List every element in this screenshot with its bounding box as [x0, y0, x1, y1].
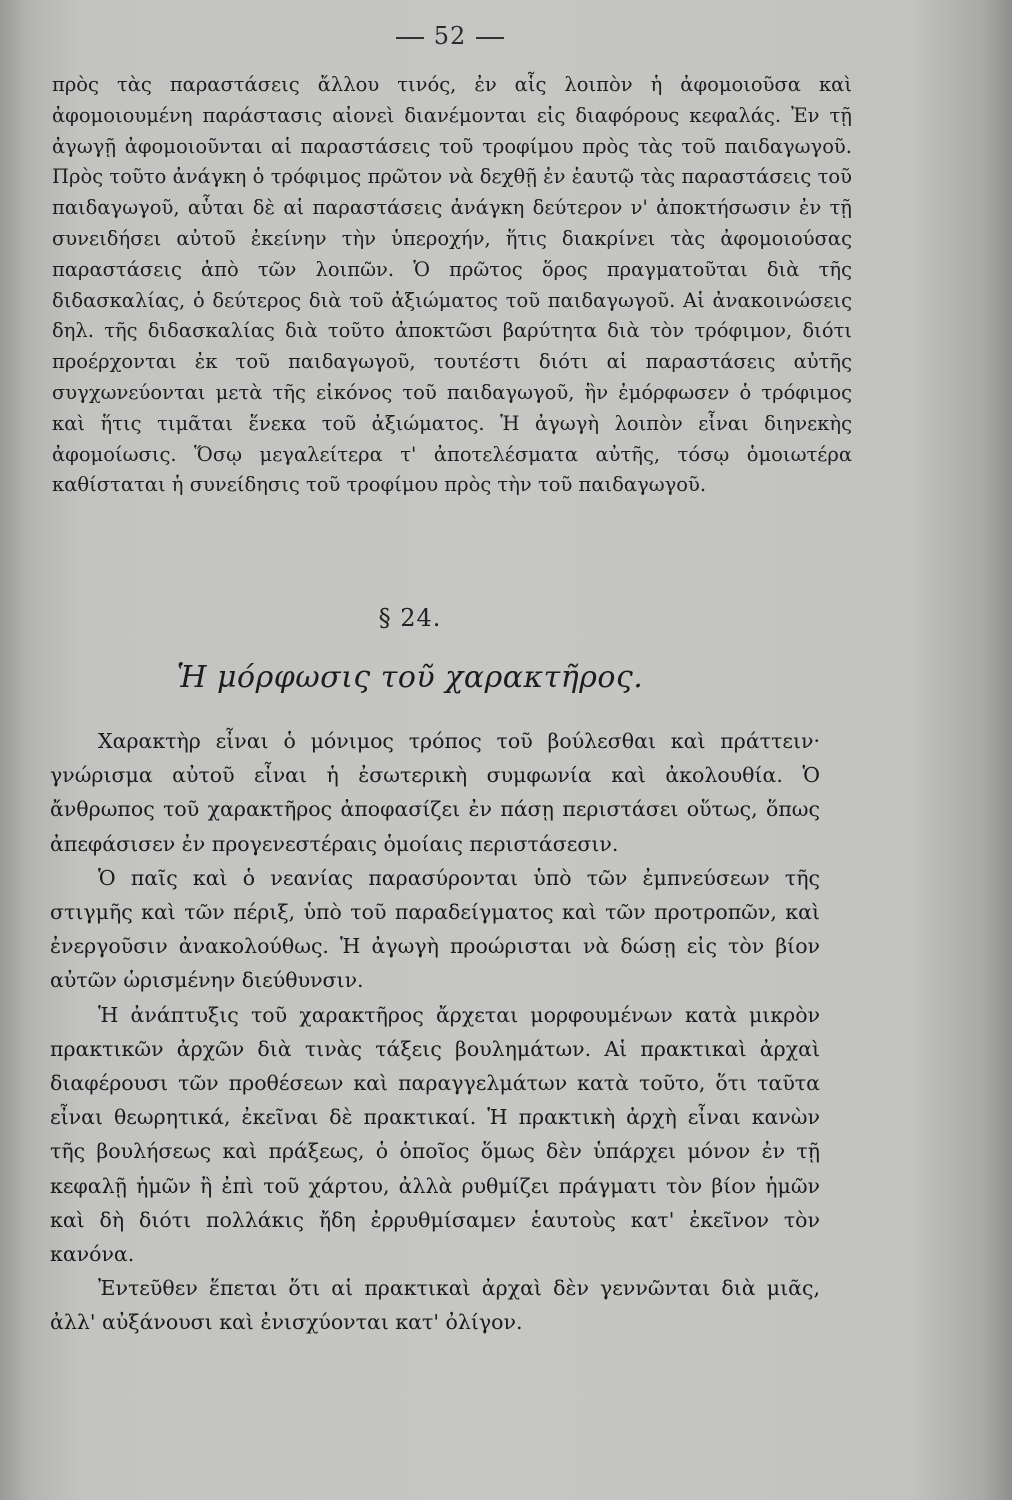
page-number-dash-right [476, 37, 504, 39]
body-paragraph-2: Ὁ παῖς καὶ ὁ νεανίας παρασύρονται ὑπὸ τῶν ἐμπνεύσεων τῆς στιγμῆς καὶ τῶν πέριξ, ὑπὸ τοῦ παραδείγματος καὶ τῶν προτροπῶν, καὶ ἐνεργοῦσιν ἀνακολούθως. Ἡ ἀγωγὴ προώρισται νὰ δώσῃ εἰς τὸν βίον αὐτῶν ὡρισμένην διεύθυνσιν. [50, 865, 820, 993]
body-paragraph-3: Ἡ ἀνάπτυξις τοῦ χαρακτῆρος ἄρχεται μορφουμένων κατὰ μικρὸν πρακτικῶν ἀρχῶν διὰ τινὰς τάξεις βουλημάτων. Αἱ πρακτικαὶ ἀρχαὶ διαφέρουσι τῶν προθέσεων καὶ παραγγελμάτων κατὰ τοῦτο, ὅτι ταῦτα εἶναι θεωρητικά, ἐκεῖναι δὲ πρακτικαί. Ἡ πρακτικὴ ἀρχὴ εἶναι κανὼν τῆς βουλήσεως καὶ πράξεως, ὁ ὁποῖος ὅμως δὲν ὑπάρχει μόνον ἐν τῇ κεφαλῇ ἡμῶν ἢ ἐπὶ τοῦ χάρτου, ἀλλὰ ρυθμίζει πράγματι τὸν βίον ἡμῶν καὶ δὴ διότι πολλάκις ἤδη ἐρρυθμίσαμεν ἑαυτοὺς κατ' ἐκεῖνον τὸν κανόνα. [50, 1002, 820, 1267]
section-number: § 24. [378, 604, 442, 632]
page-number [0, 22, 900, 50]
body-paragraph-4: Ἐντεῦθεν ἕπεται ὅτι αἱ πρακτικαὶ ἀρχαὶ δὲν γεννῶνται διὰ μιᾶς, ἀλλ' αὐξάνουσι καὶ ἐνισχύονται κατ' ὀλίγον. [50, 1276, 820, 1335]
section-body [50, 724, 820, 1340]
page-number-dash-left [396, 37, 424, 39]
page-number-value: 52 [433, 22, 467, 50]
section-title: Ἡ μόρφωσις τοῦ χαρακτῆρος. [176, 660, 644, 695]
body-paragraph-1: Χαρακτὴρ εἶναι ὁ μόνιμος τρόπος τοῦ βούλεσθαι καὶ πράττειν· γνώρισμα αὐτοῦ εἶναι ἡ ἐσωτερικὴ συμφωνία καὶ ἀκολουθία. Ὁ ἄνθρωπος τοῦ χαρακτῆρος ἀποφασίζει ἐν πάσῃ περιστάσει οὕτως, ὅπως ἀπεφάσισεν ἐν προγενεστέραις ὁμοίαις περιστάσεσιν. [50, 729, 820, 856]
continued-paragraph: πρὸς τὰς παραστάσεις ἄλλου τινός, ἐν αἷς λοιπὸν ἡ ἀφομοιοῦσα καὶ ἀφομοιουμένη παράστασις αἰονεὶ διανέμονται εἰς διαφόρους κεφαλάς. Ἐν τῇ ἀγωγῇ ἀφομοιοῦνται αἱ παραστάσεις τοῦ τροφίμου πρὸς τὰς τοῦ παιδαγωγοῦ. Πρὸς τοῦτο ἀνάγκη ὁ τρόφιμος πρῶτον νὰ δεχθῇ ἐν ἑαυτῷ τὰς παραστάσεις τοῦ παιδαγωγοῦ, αὗται δὲ αἱ παραστάσεις ἀνάγκη δεύτερον ν' ἀποκτήσωσιν ἐν τῇ συνειδήσει αὐτοῦ ἐκείνην τὴν ὑπεροχήν, ἥτις διακρίνει τὰς ἀφομοιούσας παραστάσεις ἀπὸ τῶν λοιπῶν. Ὁ πρῶτος ὅρος πραγματοῦται διὰ τῆς διδασκαλίας, ὁ δεύτερος διὰ τοῦ ἀξιώματος τοῦ παιδαγωγοῦ. Αἱ ἀνακοινώσεις δηλ. τῆς διδασκαλίας διὰ τοῦτο ἀποκτῶσι βαρύτητα διὰ τὸν τρόφιμον, διότι προέρχονται ἐκ τοῦ παιδαγωγοῦ, τουτέστι διότι αἱ παραστάσεις αὐτῆς συγχωνεύονται μετὰ τῆς εἰκόνος τοῦ παιδαγωγοῦ, ἣν ἐμόρφωσεν ὁ τρόφιμος καὶ ἥτις τιμᾶται ἕνεκα τοῦ ἀξιώματος. Ἡ ἀγωγὴ λοιπὸν εἶναι διηνεκὴς ἀφομοίωσις. Ὅσῳ μεγαλείτερα τ' ἀποτελέσματα αὐτῆς, τόσῳ ὁμοιωτέρα καθίσταται ἡ συνείδησις τοῦ τροφίμου πρὸς τὴν τοῦ παιδαγωγοῦ. [52, 73, 852, 497]
